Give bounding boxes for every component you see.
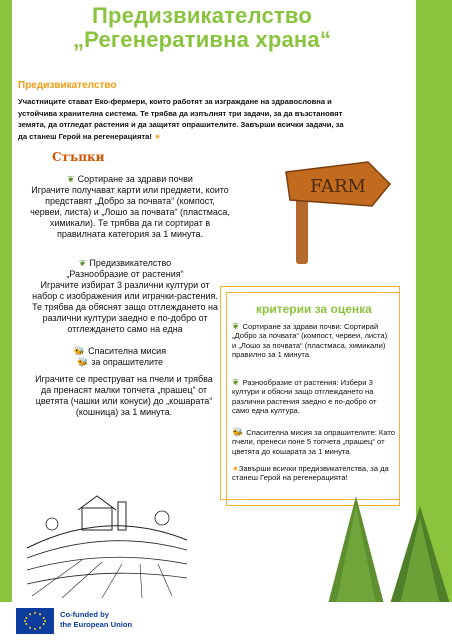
farm-landscape-illustration xyxy=(22,488,192,600)
page-title xyxy=(0,4,404,52)
step3-block xyxy=(40,346,200,368)
sprout-icon: ❦ xyxy=(67,174,75,184)
step3-text: Играчите се преструват на пчели и трябва да пренасят малки топчета „прашец“ от цветята (чашки или конуси) до „кошарата“ (кошница) за 1 минута. xyxy=(35,374,213,417)
title-line-1: Предизвикателство xyxy=(92,3,312,28)
eu-flag-icon xyxy=(16,608,54,634)
step1-text: Играчите получават карти или предмети, които представят „Добро за почвата“ (компост, червеи, листа) и „Лошо за почвата“ (пластмаса, химикали). Те трябва да ги сортират в правилната категория за 1 минута. xyxy=(30,185,230,239)
sprout-icon: ❦ xyxy=(232,377,240,387)
criteria-item-1 xyxy=(232,322,392,360)
sprout-icon: ❦ xyxy=(78,258,87,268)
step2-title-line2: „Разнообразие от растения“ xyxy=(66,269,184,279)
criteria-item-3 xyxy=(232,428,402,456)
criteria-item-2-text: Разнообразие от растения: Избери 3 култури и обясни защо отглеждането на различни растения заедно е по-добро от само една култура. xyxy=(232,378,377,416)
step3-title xyxy=(40,346,200,357)
step3-text-block xyxy=(32,374,216,418)
tree-icon xyxy=(46,518,58,530)
field-line xyxy=(27,557,187,570)
eu-line-1: Co-funded by xyxy=(60,610,109,619)
step1-title-text: Сортиране за здрави почви xyxy=(77,174,193,184)
bee-icon: 🐝 xyxy=(232,427,244,437)
farm-sign-illustration xyxy=(280,156,400,268)
intro-text: Участниците стават Еко-фермери, които работят за изграждане на здравословна и устойчива хранителна система. Те трябва да изпълнят три задачи, за да възстановят земята, да отгледат растения и да защитят опрашителите. Завърши всички задачи, за да станеш Герой на регенерацията! xyxy=(18,97,344,141)
tree-icon xyxy=(155,511,169,525)
step3-title-line2-text: за опрашителите xyxy=(91,357,164,367)
criteria-title: критерии за оценка xyxy=(256,302,372,316)
criteria-item-4 xyxy=(232,464,392,483)
bee-icon: 🐝 xyxy=(73,346,86,356)
step2-text: Играчите избират 3 различни култури от набор с изображения или играчки-растения. Те трябва да обяснят защо отглеждането на различни култури заедно е по-добро от отглеждането само на една xyxy=(32,280,218,334)
bee-icon: 🐝 xyxy=(76,357,89,367)
criteria-item-1-text: Сортиране за здрави почви: Сортирай „Добро за почвата“ (компост, червеи, листа) и „Лошо за почвата“ (пластмаса, химикали) правилно за 1 минута. xyxy=(232,322,388,360)
title-line-2: „Регенеративна храна“ xyxy=(72,27,332,52)
sprout-icon: ❦ xyxy=(232,321,240,331)
step2-title-line1: Предизвикателство xyxy=(89,258,172,268)
step1-title xyxy=(30,174,230,185)
criteria-item-2 xyxy=(232,378,392,416)
step3-title-line1: Спасителна мисия xyxy=(88,346,167,356)
intro-text-block xyxy=(18,96,348,142)
step2-block xyxy=(28,258,222,335)
step2-title xyxy=(28,258,222,269)
step1-block xyxy=(30,174,230,240)
sign-text: FARM xyxy=(310,176,366,197)
trees-illustration xyxy=(320,496,452,606)
intro-heading: Предизвикателство xyxy=(18,80,117,91)
criteria-item-3-text: Спасителна мисия за опрашителите: Като пчели, пренеси поне 5 топчета „прашец“ от цветята до кошарата за 1 минута. xyxy=(232,428,396,456)
star-icon: ★ xyxy=(153,131,161,141)
step3-title-line2 xyxy=(40,357,200,368)
eu-cofunded-text xyxy=(60,610,132,630)
criteria-item-4-text: Завърши всички предизвикателства, за да станеш Герой на регенерацията! xyxy=(232,464,389,483)
star-icon: ★ xyxy=(232,464,239,473)
steps-title: Стъпки xyxy=(52,150,105,164)
field-line xyxy=(27,541,187,558)
eu-line-2: the European Union xyxy=(60,620,133,629)
